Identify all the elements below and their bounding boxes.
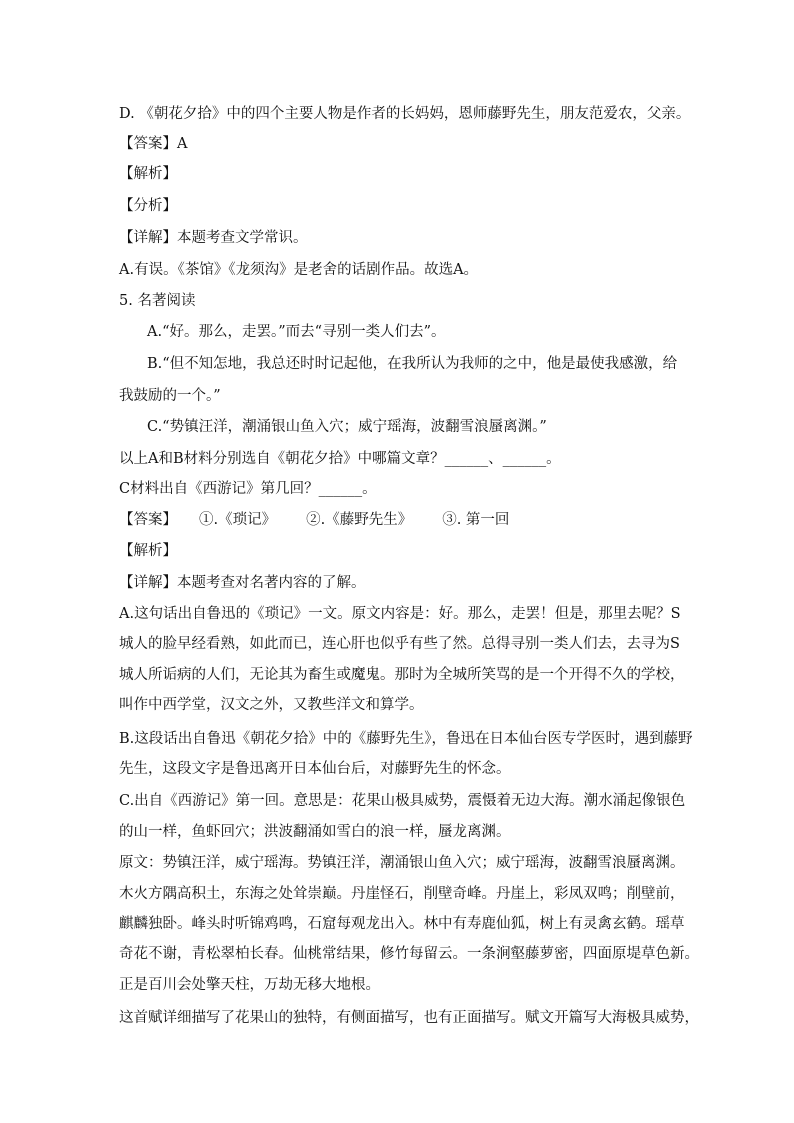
explanation-c-1: C.出自《西游记》第一回。意思是：花果山极具威势，震慑着无边大海。潮水涌起像银色: [119, 793, 686, 809]
answer-2: ②.《藤野先生》: [306, 512, 413, 528]
option-a-explanation: A.有误。《茶馆》《龙须沟》是老舍的话剧作品。故选A。: [119, 262, 479, 278]
question-ab: 以上A和B材料分别选自《朝花夕拾》中哪篇文章？______、______。: [119, 451, 561, 467]
original-text-4: 奇花不谢，青松翠柏长春。仙桃常结果，修竹每留云。一条涧壑藤萝密，四面原堤草色新。: [119, 946, 699, 962]
explanation-b-1: B.这段话出自鲁迅《朝花夕拾》中的《藤野先生》，鲁迅在日本仙台医专学医时，遇到藤野: [119, 731, 693, 747]
analysis-heading-2: 【解析】: [119, 543, 177, 559]
answer-row-label: 【答案】: [119, 512, 177, 528]
answer-1: ①.《琐记》: [199, 512, 277, 528]
detail-explanation-2: 【详解】本题考查对名著内容的了解。: [119, 575, 366, 591]
answer-label: 【答案】A: [119, 136, 188, 152]
analysis-subheading: 【分析】: [119, 198, 177, 214]
material-b-cont: 我鼓励的一个。”: [119, 388, 221, 404]
material-b: B.“但不知怎地，我总还时时记起他，在我所认为我师的之中，他是最使我感激，给: [147, 356, 678, 372]
material-c: C.“势镇汪洋，潮涌银山鱼入穴；威宁瑶海，波翻雪浪蜃离渊。”: [147, 419, 547, 435]
original-text-3: 麒麟独卧。峰头时听锦鸡鸣，石窟每观龙出入。林中有寿鹿仙狐，树上有灵禽玄鹤。瑶草: [119, 916, 685, 932]
question-c: C材料出自《西游记》第几回？______。: [119, 481, 377, 497]
explanation-a-1: A.这句话出自鲁迅的《琐记》一文。原文内容是：好。那么，走罢！但是，那里去呢？S: [119, 606, 681, 622]
explanation-b-2: 先生，这段文字是鲁迅离开日本仙台后，对藤野先生的怀念。: [119, 761, 511, 777]
material-a: A.“好。那么，走罢。”而去“寻别一类人们去”。: [147, 324, 446, 340]
answer-row: [119, 510, 509, 530]
summary-text: 这首赋详细描写了花果山的独特，有侧面描写，也有正面描写。赋文开篇写大海极具威势，: [119, 1010, 699, 1026]
explanation-c-2: 的山一样，鱼虾回穴；洪波翻涌如雪白的浪一样，蜃龙离渊。: [119, 824, 511, 840]
original-text-2: 木火方隅高积土，东海之处耸崇巅。丹崖怪石，削壁奇峰。丹崖上，彩凤双鸣；削壁前，: [119, 886, 685, 902]
analysis-heading: 【解析】: [119, 166, 177, 182]
original-text-5: 正是百川会处擎天柱，万劫无移大地根。: [119, 977, 380, 993]
answer-3: ③. 第一回: [442, 512, 510, 528]
question-5-title: 5. 名著阅读: [119, 293, 196, 309]
explanation-a-3: 城人所诟病的人们，无论其为畜生或魔鬼。那时为全城所笑骂的是一个开得不久的学校，: [119, 667, 685, 683]
detail-explanation: 【详解】本题考查文学常识。: [119, 230, 308, 246]
explanation-a-2: 城人的脸早经看熟，如此而已，连心肝也似乎有些了然。总得寻别一类人们去，去寻为S: [119, 636, 680, 652]
explanation-a-4: 叫作中西学堂，汉文之外，又教些洋文和算学。: [119, 697, 424, 713]
option-d-text: D. 《朝花夕拾》中的四个主要人物是作者的长妈妈，恩师藤野先生，朋友范爱农，父亲。: [119, 106, 691, 122]
original-text-1: 原文：势镇汪洋，威宁瑶海。势镇汪洋，潮涌银山鱼入穴；威宁瑶海，波翻雪浪蜃离渊。: [119, 855, 685, 871]
